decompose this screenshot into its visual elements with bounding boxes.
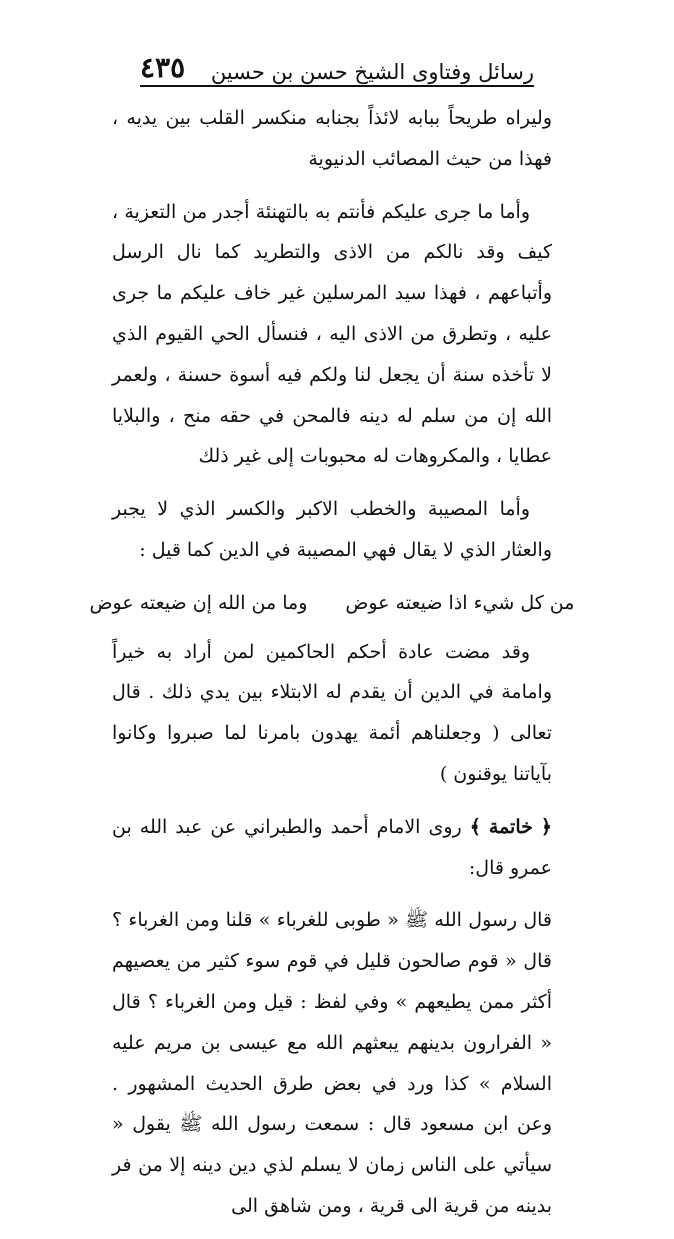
paragraph-3: وأما المصيبة والخطب الاكبر والكسر الذي لا يجبر والعثار الذي لا يقال فهي المصيبة في الدين كما قيل :	[112, 498, 552, 561]
page-number: ٤٣٥	[140, 51, 186, 84]
ornament-close: ﴾	[469, 815, 481, 838]
paragraph-1: وليراه طريحاً ببابه لائذاً بجنابه منكسر القلب بين يديه ، فهذا من حيث المصائب الدنيوية	[112, 107, 552, 170]
running-title: رسائل وفتاوى الشيخ حسن بن حسين	[210, 60, 534, 84]
paragraph-5: قال رسول الله ﷺ « طوبى للغرباء » قلنا ومن الغرباء ؟ قال « قوم صالحون قليل في قوم سوء كثير من يعصيهم أكثر ممن يطيعهم » وفي لفظ : قيل ومن الغرباء ؟ قال « الفرارون بدينهم يبعثهم الله مع عيسى بن مريم عليه السلام » كذا ورد في بعض طرق الحديث المشهور . وعن ابن مسعود قال : سمعت رسول الله ﷺ يقول « سيأتي على الناس زمان لا يسلم لذي دين دينه إلا من فر بدينه من قرية الى قرية ، ومن شاهق الى	[112, 909, 552, 1217]
closing-heading	[112, 807, 552, 889]
verse-first-hemistich: من كل شيء اذا ضيعته عوض	[345, 591, 575, 614]
poetry-verse	[89, 583, 575, 624]
header-rule	[140, 85, 534, 87]
body-text	[89, 98, 575, 1239]
ornament-open: ﴿	[540, 815, 553, 838]
closing-text: روى الامام أحمد والطبراني عن عبد الله بن عمرو قال:	[112, 815, 552, 879]
verse-second-hemistich: وما من الله إن ضيعته عوض	[89, 591, 308, 614]
paragraph-4: وقد مضت عادة أحكم الحاكمين لمن أراد به خيراً وامامة في الدين أن يقدم له الابتلاء بين يدي ذلك . قال تعالى ( وجعلناهم أئمة يهدون بامرنا لما صبروا وكانوا بآياتنا يوقنون )	[112, 640, 552, 785]
paragraph-2: وأما ما جرى عليكم فأنتم به بالتهنئة أجدر من التعزية ، كيف وقد نالكم من الاذى والتطريد كما نال الرسل وأتباعهم ، فهذا سيد المرسلين غير خاف عليكم ما جرى عليه ، وتطرق من الاذى اليه ، فنسأل الحي القيوم الذي لا تأخذه سنة أن يجعل لنا ولكم فيه أسوة حسنة ، ولعمر الله إن من سلم له دينه فالمحن في حقه منح ، والبلايا عطايا ، والمكروهات له محبوبات إلى غير ذلك	[112, 200, 552, 468]
closing-label: خاتمة	[488, 815, 533, 838]
page-header	[140, 48, 534, 84]
